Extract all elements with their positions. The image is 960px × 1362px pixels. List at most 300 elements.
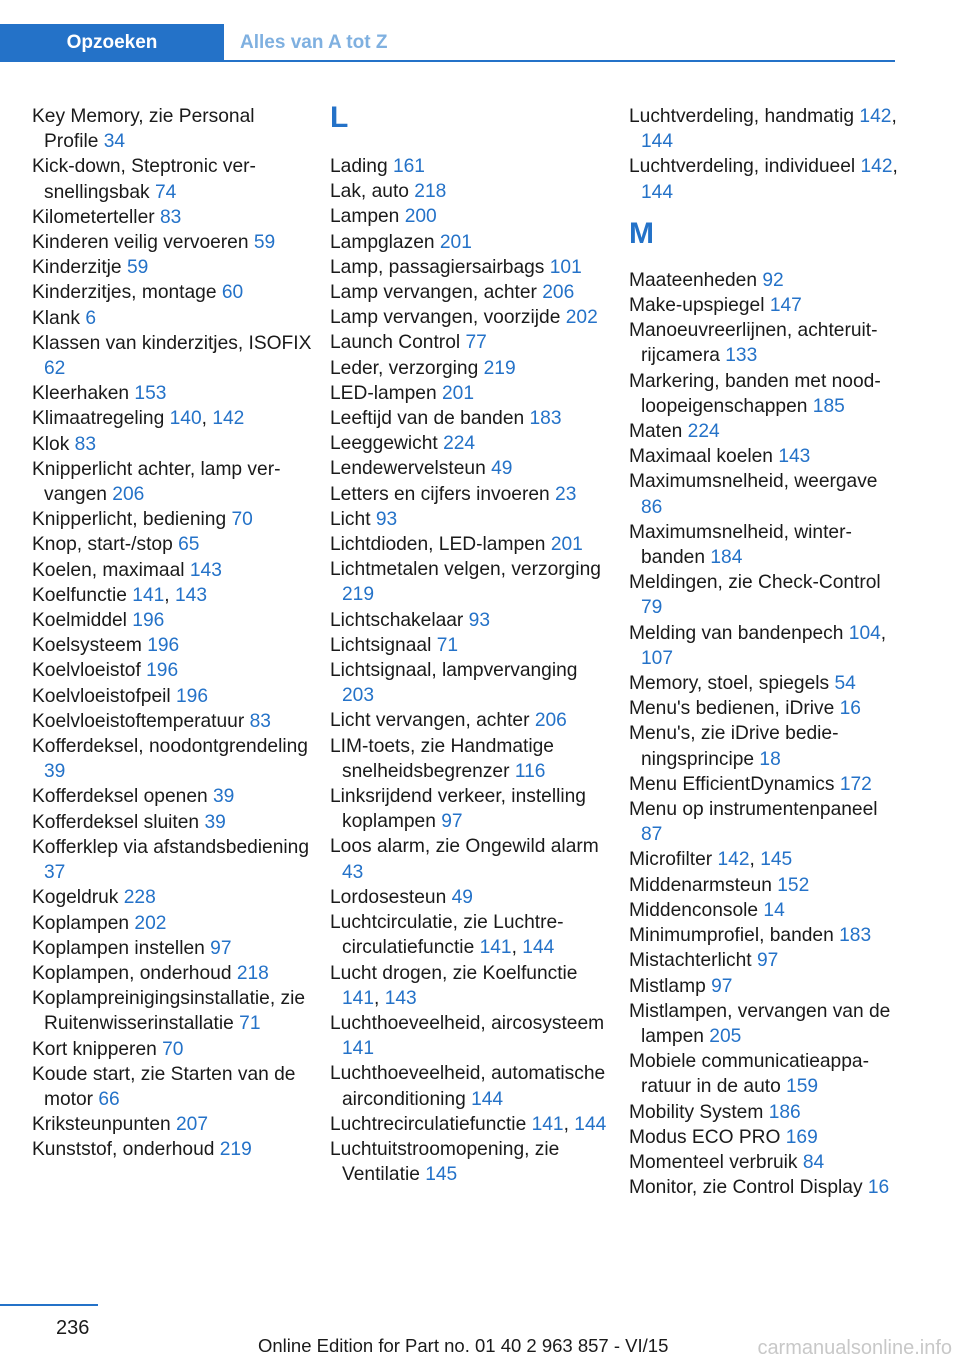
page-link[interactable]: 49 (491, 458, 513, 480)
index-entry (330, 532, 610, 557)
page-link[interactable]: 92 (762, 269, 784, 291)
index-entry (32, 457, 312, 507)
index-entry (629, 1125, 904, 1150)
entry-text: Kilometerteller (32, 206, 155, 228)
page-link[interactable]: 218 (414, 181, 447, 203)
index-entry (330, 230, 610, 255)
index-entry (32, 784, 312, 809)
index-entry (330, 406, 610, 431)
footer-divider (0, 1304, 98, 1306)
page-separator: , (511, 937, 517, 959)
index-entry (629, 772, 904, 797)
page-link[interactable]: 186 (768, 1101, 801, 1123)
page-link[interactable]: 16 (839, 698, 861, 720)
index-entry (32, 835, 312, 885)
page-link[interactable]: 206 (542, 282, 575, 304)
entry-text: Microfilter (629, 849, 713, 871)
page-link[interactable]: 74 (154, 181, 177, 203)
page-link[interactable]: 142 (860, 156, 893, 178)
index-entry (629, 1175, 904, 1200)
index-entry (330, 734, 610, 784)
index-entry (629, 923, 904, 948)
page-link[interactable]: 219 (342, 584, 375, 606)
index-entry (32, 255, 312, 280)
page-link[interactable]: 201 (550, 534, 583, 556)
page-link[interactable]: 143 (189, 559, 222, 581)
index-entry (330, 1011, 610, 1061)
entry-text: Koelsysteem (32, 635, 142, 657)
index-entry (32, 810, 312, 835)
page-link[interactable]: 54 (834, 673, 856, 695)
index-entry (32, 532, 312, 557)
page-link[interactable]: 205 (709, 1025, 742, 1047)
page-link[interactable]: 144 (641, 131, 674, 153)
entry-text: Luchthoeveelheid, automatische airconditioning (330, 1063, 606, 1110)
index-entry (629, 318, 904, 368)
page-link[interactable]: 141 (132, 584, 165, 606)
index-entry (32, 1062, 312, 1112)
entry-text: Kofferklep via afstandsbediening (32, 836, 309, 858)
page-link[interactable]: 60 (221, 282, 244, 304)
page-link[interactable]: 147 (769, 295, 802, 317)
page-link[interactable]: 86 (641, 496, 663, 518)
index-entry (629, 999, 904, 1049)
page-link[interactable]: 70 (231, 509, 253, 531)
page-link[interactable]: 218 (236, 962, 269, 984)
page-link[interactable]: 83 (249, 710, 271, 732)
page-link[interactable]: 59 (253, 232, 276, 254)
index-entry (32, 709, 312, 734)
entry-text: Knop, start-/stop (32, 534, 173, 556)
index-entry (629, 293, 904, 318)
page-link[interactable]: 196 (147, 635, 180, 657)
index-entry (330, 507, 610, 532)
index-entry (32, 381, 312, 406)
entry-text: Lading (330, 156, 388, 177)
tab-alles-van-a-tot-z[interactable]: Alles van A tot Z (240, 32, 388, 53)
page-link[interactable]: 145 (425, 1164, 458, 1186)
page-link[interactable]: 142 (859, 106, 892, 127)
edition-text: Online Edition for Part no. 01 40 2 963 857 - VI/15 (258, 1335, 669, 1356)
entry-text: Koelmiddel (32, 610, 127, 632)
page-link[interactable]: 196 (132, 610, 165, 632)
index-entry (330, 1112, 610, 1137)
entry-text: Luchtuitstroomopening, zie Ventilatie (330, 1138, 560, 1186)
section-letter: M (629, 216, 654, 250)
entry-text: Lordosesteun (330, 886, 447, 908)
page-link[interactable]: 16 (867, 1177, 890, 1199)
entry-text: Meldingen, zie Check-Control (629, 572, 881, 594)
watermark: carmanualsonline.info (757, 1337, 952, 1359)
entry-text: Menu's, zie iDrive bedieningsprincipe (629, 723, 839, 770)
page-link[interactable]: 169 (785, 1126, 818, 1148)
page-link[interactable]: 39 (44, 761, 66, 783)
index-entry (330, 255, 610, 280)
index-entry (629, 847, 904, 872)
entry-text: Knipperlicht achter, lamp vervangen (32, 458, 281, 506)
entry-text: Maten (629, 421, 683, 443)
index-entry (330, 305, 610, 330)
entry-text: Klank (32, 307, 80, 329)
page-separator: , (749, 849, 755, 871)
entry-text: Kick-down, Steptronic versnellingsbak (32, 156, 256, 203)
entry-text: Memory, stoel, spiegels (629, 673, 830, 695)
index-column-1 (32, 104, 312, 1163)
entry-text: Kinderen veilig vervoeren (32, 232, 249, 254)
entry-text: Maximumsnelheid, winterbanden (629, 521, 852, 569)
entry-text: Maateenheden (629, 269, 758, 291)
page-link[interactable]: 172 (839, 773, 872, 795)
entry-text: Menu op instrumentenpaneel (629, 799, 878, 821)
entry-text: Koude start, zie Starten van de motor (32, 1063, 296, 1110)
section-letter: L (330, 101, 349, 134)
page-link[interactable]: 141 (479, 937, 512, 959)
index-entry (330, 885, 610, 910)
entry-text: Luchtverdeling, handmatig (629, 106, 855, 127)
page-link[interactable]: 200 (404, 206, 437, 228)
entry-text: Menu EfficientDynamics (629, 773, 835, 795)
index-column-3 (629, 104, 904, 1200)
page-link[interactable]: 70 (162, 1038, 184, 1060)
index-entry (629, 520, 904, 570)
index-entry (32, 1037, 312, 1062)
entry-text: Manoeuvreerlijnen, achteruitrijcamera (629, 320, 878, 367)
page-header (0, 0, 895, 62)
page-link[interactable]: 65 (178, 534, 200, 556)
entry-text: Mobility System (629, 1101, 764, 1123)
index-column-2 (330, 101, 610, 1187)
page-link[interactable]: 49 (451, 886, 473, 908)
index-entry (32, 684, 312, 709)
page-link[interactable]: 228 (123, 887, 156, 909)
index-entry (32, 911, 312, 936)
entry-text: Leder, verzorging (330, 357, 479, 379)
page-link[interactable]: 83 (74, 433, 97, 455)
page-link[interactable]: 23 (555, 483, 577, 505)
index-entry (32, 936, 312, 961)
page-link[interactable]: 107 (641, 647, 674, 669)
index-entry (330, 456, 610, 481)
entry-text: Maximaal koelen (629, 446, 773, 468)
index-entry (629, 419, 904, 444)
index-entry (32, 734, 312, 784)
index-entry (629, 268, 904, 293)
page-link[interactable]: 143 (174, 584, 207, 606)
index-entry (330, 482, 610, 507)
entry-text: Klassen van kinderzitjes, ISOFIX (32, 332, 312, 354)
page-number: 236 (56, 1317, 90, 1339)
entry-text: Kriksteunpunten (32, 1114, 171, 1136)
entry-text: Lucht drogen, zie Koelfunctie (330, 962, 578, 984)
page-separator: , (164, 584, 170, 606)
page-link[interactable]: 203 (342, 685, 375, 707)
entry-text: Luchtcirculatie, zie Luchtrecirculatiefunctie (330, 912, 564, 959)
index-entry (330, 708, 610, 733)
entry-text: Leeggewicht (330, 433, 438, 455)
entry-text: Luchtrecirculatiefunctie (330, 1113, 527, 1135)
page-link[interactable]: 141 (531, 1113, 564, 1135)
index-entry (629, 974, 904, 999)
index-entry (32, 1112, 312, 1137)
index-entry (330, 910, 610, 960)
entry-text: Kofferdeksel sluiten (32, 811, 200, 833)
entry-text: Make-upspiegel (629, 295, 765, 317)
page-link[interactable]: 141 (342, 1038, 375, 1060)
index-entry (32, 230, 312, 255)
index-entry (32, 885, 312, 910)
page-link[interactable]: 219 (483, 357, 516, 379)
page-link[interactable]: 14 (763, 899, 785, 921)
page-link[interactable]: 84 (802, 1151, 825, 1173)
index-entry (32, 583, 312, 608)
index-entry (32, 961, 312, 986)
page-link[interactable]: 196 (146, 660, 179, 682)
entry-text: Luchtverdeling, individueel (629, 156, 856, 178)
page-link[interactable]: 71 (436, 634, 459, 656)
index-entry (629, 1100, 904, 1125)
entry-text: Koplampen, onderhoud (32, 962, 232, 984)
entry-text: Koelen, maximaal (32, 559, 185, 581)
entry-text: Koelvloeistofpeil (32, 685, 171, 707)
entry-text: Key Memory, zie Personal Profile (32, 106, 255, 153)
index-entry (32, 986, 312, 1036)
entry-text: Luchthoeveelheid, aircosysteem (330, 1012, 605, 1034)
entry-text: Lamp vervangen, voorzijde (330, 307, 561, 329)
page-link[interactable]: 79 (641, 597, 663, 619)
index-entry (32, 104, 312, 154)
page-link[interactable]: 93 (468, 609, 491, 631)
index-entry (629, 898, 904, 923)
entry-text: Minimumprofiel, banden (629, 925, 834, 947)
entry-text: Momenteel verbruik (629, 1151, 798, 1173)
page-link[interactable]: 71 (239, 1013, 261, 1035)
entry-text: Linksrijdend verkeer, instelling koplampen (330, 786, 586, 833)
index-entry (32, 154, 312, 204)
entry-text: Kofferdeksel openen (32, 786, 208, 808)
entry-text: Knipperlicht, bediening (32, 509, 227, 531)
entry-text: Mistachterlicht (629, 950, 752, 972)
page-link[interactable]: 207 (176, 1114, 209, 1136)
index-entry (330, 1061, 610, 1111)
tab-opzoeken[interactable]: Opzoeken (0, 24, 224, 62)
page-link[interactable]: 144 (574, 1113, 607, 1135)
page-link[interactable]: 185 (812, 395, 845, 417)
page-link[interactable]: 206 (534, 710, 567, 732)
index-entry (32, 331, 312, 381)
entry-text: Lampen (330, 206, 400, 228)
page-separator: , (880, 622, 887, 644)
index-entry (330, 356, 610, 381)
index-entry (629, 104, 904, 154)
page-link[interactable]: 133 (725, 345, 758, 367)
index-entry (330, 834, 610, 884)
index-entry (629, 1150, 904, 1175)
entry-text: Leeftijd van de banden (330, 408, 525, 430)
index-entry (330, 204, 610, 229)
page-link[interactable]: 97 (756, 950, 779, 972)
page-link[interactable]: 145 (760, 849, 793, 871)
index-entry (32, 507, 312, 532)
index-entry (32, 406, 312, 431)
entry-text: Koplampreinigingsinstallatie, zie Ruitenwisserinstallatie (32, 988, 306, 1035)
index-entry (330, 330, 610, 355)
index-entry (330, 154, 610, 179)
entry-text: Lampglazen (330, 231, 435, 253)
entry-text: Lichtdioden, LED-lampen (330, 534, 546, 556)
page-link[interactable]: 144 (641, 181, 674, 203)
page-link[interactable]: 184 (710, 547, 743, 569)
page-link[interactable]: 201 (442, 382, 475, 404)
page-link[interactable]: 77 (465, 332, 487, 354)
page-link[interactable]: 101 (549, 256, 582, 278)
entry-text: Mistlamp (629, 975, 706, 997)
entry-text: Lamp, passagiersairbags (330, 256, 545, 278)
index-entry (32, 205, 312, 230)
index-entry (629, 570, 904, 620)
index-entry (330, 608, 610, 633)
page-link[interactable]: 83 (159, 206, 182, 228)
entry-text: Lichtsignaal (330, 634, 432, 656)
entry-text: Kort knipperen (32, 1038, 157, 1060)
entry-text: Lichtsignaal, lampvervanging (330, 660, 578, 682)
page-link[interactable]: 97 (210, 937, 232, 959)
index-entry (330, 280, 610, 305)
entry-text: Markering, banden met noodloopeigenschappen (629, 370, 881, 417)
entry-text: Kogeldruk (32, 887, 119, 909)
page-link[interactable]: 18 (759, 748, 781, 770)
page-link[interactable]: 206 (112, 484, 145, 506)
page-link[interactable]: 39 (204, 811, 226, 833)
page-separator: , (201, 408, 207, 430)
page-link[interactable]: 140 (169, 408, 202, 430)
index-entry (629, 797, 904, 847)
page-link[interactable]: 153 (134, 383, 167, 405)
index-entry (330, 633, 610, 658)
index-entry (330, 784, 610, 834)
entry-text: Middenarmsteun (629, 874, 772, 896)
index-entry (32, 432, 312, 457)
entry-text: Licht vervangen, achter (330, 710, 530, 732)
page-separator: , (892, 156, 898, 178)
index-entry (32, 633, 312, 658)
page-separator: , (891, 106, 897, 127)
page-separator: , (563, 1113, 569, 1135)
page-link[interactable]: 224 (443, 433, 476, 455)
page-link[interactable]: 143 (778, 446, 811, 468)
page-link[interactable]: 104 (848, 622, 881, 644)
entry-text: Maximumsnelheid, weergave (629, 471, 878, 493)
index-entry (629, 873, 904, 898)
index-entry (629, 696, 904, 721)
index-entry (629, 444, 904, 469)
entry-text: Menu's bedienen, iDrive (629, 698, 835, 720)
page-separator: , (374, 987, 380, 1009)
page-link[interactable]: 116 (514, 760, 546, 782)
page-link[interactable]: 144 (471, 1088, 504, 1110)
index-entry (629, 154, 904, 204)
page-link[interactable]: 152 (777, 874, 810, 896)
page-link[interactable]: 6 (85, 307, 97, 329)
entry-text: Koplampen (32, 912, 130, 934)
index-entry (32, 306, 312, 331)
entry-text: Koelvloeistof (32, 660, 141, 682)
index-entry (629, 621, 904, 671)
index-entry (330, 381, 610, 406)
entry-text: Mistlampen, vervangen van de lampen (629, 1000, 891, 1047)
entry-text: Letters en cijfers invoeren (330, 483, 550, 505)
index-entry (32, 280, 312, 305)
entry-text: Lichtmetalen velgen, verzorging (330, 559, 601, 581)
entry-text: Lak, auto (330, 181, 409, 203)
page-link[interactable]: 161 (392, 156, 425, 177)
entry-text: Koelfunctie (32, 584, 127, 606)
page-link[interactable]: 201 (439, 231, 472, 253)
entry-text: Kofferdeksel, noodontgrendeling (32, 736, 308, 758)
index-entry (629, 671, 904, 696)
page-link[interactable]: 202 (134, 912, 167, 934)
page-link[interactable]: 196 (176, 685, 209, 707)
page-link[interactable]: 97 (711, 975, 733, 997)
entry-text: Kinderzitjes, montage (32, 282, 217, 304)
page-link[interactable]: 34 (103, 131, 126, 153)
page-link[interactable]: 219 (219, 1139, 252, 1161)
page-link[interactable]: 202 (565, 307, 598, 329)
index-entry (330, 1137, 610, 1187)
entry-text: Modus ECO PRO (629, 1126, 781, 1148)
entry-text: Melding van bandenpech (629, 622, 844, 644)
entry-text: Middenconsole (629, 899, 759, 921)
page-link[interactable]: 183 (529, 408, 562, 430)
index-entry (330, 658, 610, 708)
page-link[interactable]: 183 (839, 925, 872, 947)
entry-text: Lichtschakelaar (330, 609, 464, 631)
entry-text: Kleerhaken (32, 383, 130, 405)
entry-text: Klimaatregeling (32, 408, 165, 430)
index-entry (32, 558, 312, 583)
page-link[interactable]: 87 (641, 824, 663, 846)
index-entry (330, 179, 610, 204)
page-link[interactable]: 43 (342, 861, 364, 883)
page-link[interactable]: 37 (44, 862, 66, 884)
page-link[interactable]: 142 (212, 408, 245, 430)
page-link[interactable]: 159 (786, 1076, 819, 1098)
entry-text: Mobiele communicatieapparatuur in de auto (629, 1051, 869, 1098)
index-entry (629, 948, 904, 973)
index-entry (629, 469, 904, 519)
page-link[interactable]: 62 (44, 358, 66, 380)
page-link[interactable]: 141 (342, 987, 375, 1009)
index-entry (330, 961, 610, 1011)
page-link[interactable]: 66 (98, 1088, 120, 1110)
index-entry (629, 721, 904, 771)
entry-text: Lamp vervangen, achter (330, 282, 537, 304)
page-link[interactable]: 224 (687, 421, 720, 443)
page-link[interactable]: 142 (717, 849, 750, 871)
index-entry (32, 608, 312, 633)
page-link[interactable]: 59 (126, 257, 149, 279)
index-entry (32, 658, 312, 683)
entry-text: Koelvloeistoftemperatuur (32, 710, 245, 732)
page-link[interactable]: 143 (384, 987, 417, 1009)
index-entry (330, 557, 610, 607)
entry-text: Klok (32, 433, 70, 455)
entry-text: Loos alarm, zie Ongewild alarm (330, 836, 599, 858)
entry-text: Koplampen instellen (32, 937, 205, 959)
page-link[interactable]: 93 (375, 508, 398, 530)
page-link[interactable]: 39 (213, 786, 235, 808)
page-link[interactable]: 97 (441, 811, 463, 833)
page-link[interactable]: 144 (522, 937, 555, 959)
